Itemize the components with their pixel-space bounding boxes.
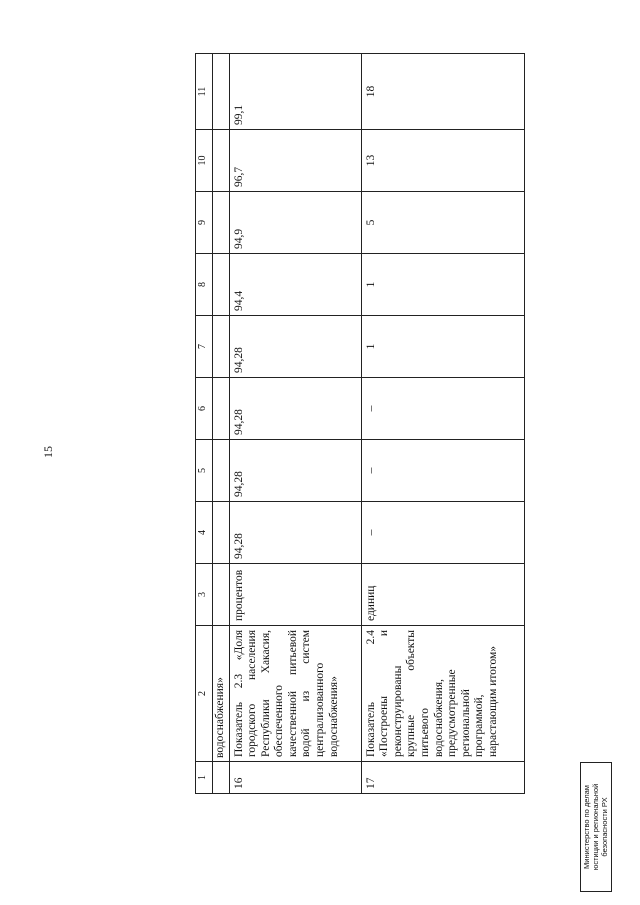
value-cell: 5 — [361, 192, 524, 254]
page-number: 15 — [41, 446, 55, 458]
continuation-row — [213, 54, 230, 794]
indicator-description: Показатель 2.4 «Построены и реконструированы крупные объекты питьевого водоснабжения, предусмотренные региональной программой, нарастающим итогом» — [361, 626, 524, 762]
continuation-text: водоснабжения» — [213, 626, 230, 762]
header-cell: 7 — [196, 316, 213, 378]
value-cell: – — [361, 378, 524, 440]
header-cell: 2 — [196, 626, 213, 762]
header-cell: 10 — [196, 130, 213, 192]
row-number: 16 — [229, 762, 361, 794]
value-cell: 99,1 — [229, 54, 361, 130]
header-cell: 9 — [196, 192, 213, 254]
header-cell: 1 — [196, 762, 213, 794]
indicator-table — [195, 53, 525, 794]
header-cell: 11 — [196, 54, 213, 130]
value-cell: 94,28 — [229, 316, 361, 378]
indicator-description: Показатель 2.3 «Доля городского населения Республики Хакасия, обеспеченного качественной питьевой водой из систем централизованного водоснабжения» — [229, 626, 361, 762]
header-cell: 3 — [196, 564, 213, 626]
stamp-line: безопасности РХ — [600, 797, 609, 857]
value-cell: 94,28 — [229, 502, 361, 564]
header-cell: 6 — [196, 378, 213, 440]
table-row — [229, 54, 361, 794]
header-cell: 5 — [196, 440, 213, 502]
value-cell: 94,28 — [229, 440, 361, 502]
header-row — [196, 54, 213, 794]
table-row — [361, 54, 524, 794]
value-cell: 94,9 — [229, 192, 361, 254]
value-cell: 94,4 — [229, 254, 361, 316]
value-cell: – — [361, 502, 524, 564]
value-cell: 13 — [361, 130, 524, 192]
ministry-stamp — [580, 762, 612, 892]
value-cell: 1 — [361, 316, 524, 378]
unit-cell: единиц — [361, 564, 524, 626]
header-cell: 4 — [196, 502, 213, 564]
row-number: 17 — [361, 762, 524, 794]
value-cell: 94,28 — [229, 378, 361, 440]
value-cell: 1 — [361, 254, 524, 316]
indicator-table-wrapper — [195, 54, 525, 794]
stamp-line: юстиции и региональной — [591, 783, 600, 871]
value-cell: 18 — [361, 54, 524, 130]
value-cell: – — [361, 440, 524, 502]
unit-cell: процентов — [229, 564, 361, 626]
stamp-line: Министерство по делам — [582, 785, 591, 869]
header-cell: 8 — [196, 254, 213, 316]
value-cell: 96,7 — [229, 130, 361, 192]
